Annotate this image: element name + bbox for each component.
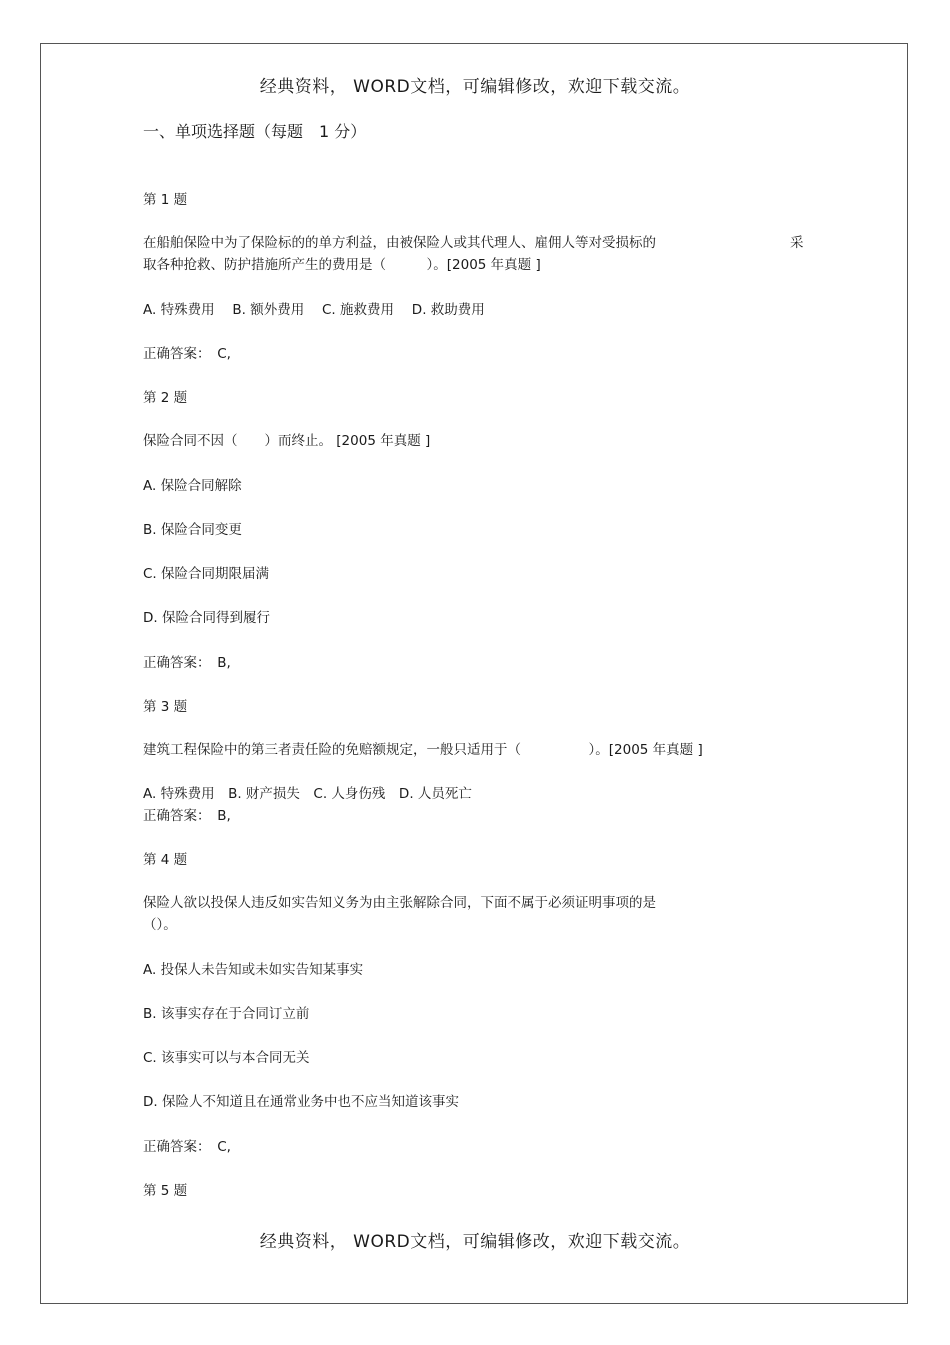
question-3-answer: 正确答案： B,	[143, 808, 231, 824]
section-title: 一、单项选择题（每题 1 分）	[143, 122, 367, 141]
question-2-answer: 正确答案： B,	[143, 655, 231, 671]
question-4-option-d: D. 保险人不知道且在通常业务中也不应当知道该事实	[143, 1094, 459, 1110]
question-3-options: A. 特殊费用 B. 财产损失 C. 人身伤残 D. 人员死亡	[143, 786, 472, 802]
question-2-number: 第 2 题	[143, 390, 188, 406]
page-header: 经典资料， WORD文档，可编辑修改，欢迎下载交流。	[259, 77, 691, 97]
question-1-number: 第 1 题	[143, 192, 188, 208]
question-5-number: 第 5 题	[143, 1183, 188, 1199]
question-3-stem: 建筑工程保险中的第三者责任险的免赔额规定，一般只适用于（ ）。[2005 年真题 ]	[143, 742, 703, 758]
question-2-option-d: D. 保险合同得到履行	[143, 610, 270, 626]
question-3-number: 第 3 题	[143, 699, 188, 715]
question-2-option-c: C. 保险合同期限届满	[143, 566, 270, 582]
question-4-option-c: C. 该事实可以与本合同无关	[143, 1050, 310, 1066]
question-1-stem-line1: 在船舶保险中为了保险标的的单方利益，由被保险人或其代理人、雇佣人等对受损标的	[143, 235, 656, 251]
question-1-answer: 正确答案： C,	[143, 346, 231, 362]
question-4-number: 第 4 题	[143, 852, 188, 868]
question-2-option-b: B. 保险合同变更	[143, 522, 242, 538]
question-1-stem-line2: 取各种抢救、防护措施所产生的费用是（ ）。[2005 年真题 ]	[143, 257, 541, 273]
question-1-stem-tail: 采	[790, 235, 804, 251]
question-2-option-a: A. 保险合同解除	[143, 478, 242, 494]
question-2-stem: 保险合同不因（ ）而终止。 [2005 年真题 ]	[143, 433, 431, 449]
question-1-options: A. 特殊费用 B. 额外费用 C. 施救费用 D. 救助费用	[143, 302, 485, 318]
question-4-stem-line1: 保险人欲以投保人违反如实告知义务为由主张解除合同，下面不属于必须证明事项的是	[143, 895, 656, 911]
question-4-option-a: A. 投保人未告知或未如实告知某事实	[143, 962, 364, 978]
question-4-answer: 正确答案： C,	[143, 1139, 231, 1155]
page-footer: 经典资料， WORD文档，可编辑修改，欢迎下载交流。	[259, 1232, 691, 1252]
question-4-option-b: B. 该事实存在于合同订立前	[143, 1006, 310, 1022]
question-4-stem-line2: （）。	[143, 917, 177, 933]
